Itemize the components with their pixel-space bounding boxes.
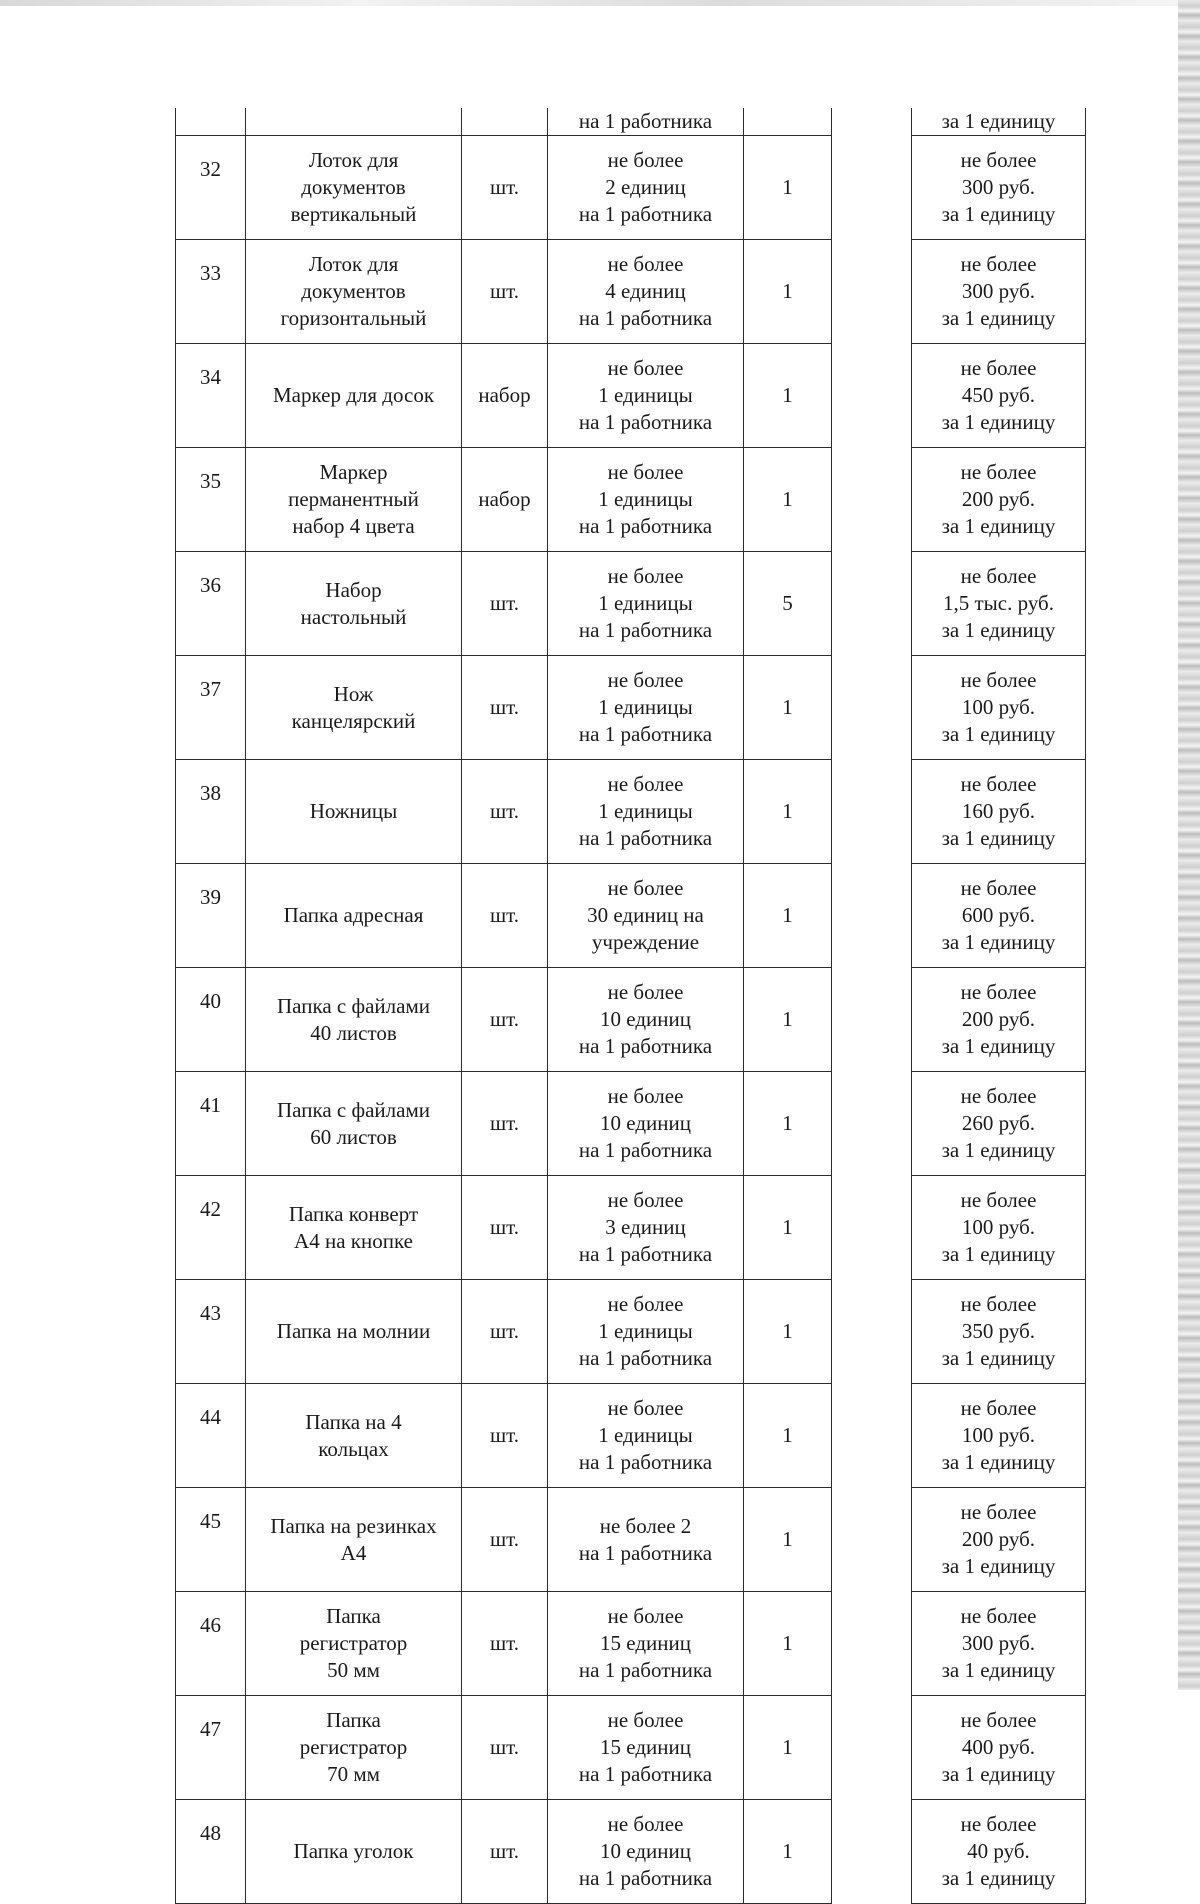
cell-price [912, 240, 1086, 344]
cell-term [744, 108, 832, 136]
scan-top-edge [0, 0, 1200, 6]
price-line: за 1 единицу [941, 306, 1056, 330]
cell-gap [832, 240, 912, 344]
name-line: горизонтальный [280, 306, 427, 330]
cell-name [246, 1280, 462, 1384]
cell-norm [548, 136, 744, 240]
cell-price [912, 1696, 1086, 1800]
cell-name [246, 344, 462, 448]
name-line: Лоток для [308, 148, 399, 172]
name-line: Папка с файлами [277, 1097, 430, 1122]
norm-line: 1 единицы [598, 591, 693, 615]
price-line: за 1 единицу [941, 618, 1056, 642]
price-line: не более [960, 564, 1037, 588]
cell-term: 1 [744, 240, 832, 344]
norm-line: не более [607, 668, 684, 692]
cell-price [912, 1592, 1086, 1696]
norm-line: на 1 работника [578, 1540, 713, 1565]
table-row [176, 760, 1086, 864]
cell-name [246, 864, 462, 968]
cell-norm [548, 1488, 744, 1592]
price-line: за 1 единицу [941, 930, 1056, 954]
price-line: за 1 единицу [941, 826, 1056, 850]
cell-norm [548, 108, 744, 136]
norm-line: не более [607, 564, 684, 588]
name-line: документов [301, 175, 406, 199]
cell-gap [832, 1384, 912, 1488]
cell-gap [832, 108, 912, 136]
name-line: 40 листов [310, 1020, 397, 1045]
name-line: 50 мм [327, 1658, 380, 1682]
norm-line: 30 единиц на [587, 903, 704, 927]
norm-line: на 1 работника [578, 1242, 713, 1266]
cell-unit: шт. [462, 1384, 548, 1488]
price-line: не более [960, 1604, 1037, 1628]
norm-line: на 1 работника [578, 1034, 713, 1058]
norm-line: 1 единицы [598, 487, 693, 511]
cell-norm [548, 1592, 744, 1696]
cell-gap [832, 344, 912, 448]
cell-gap [832, 1072, 912, 1176]
norm-line: не более [607, 980, 684, 1004]
name-line: настольный [300, 604, 407, 629]
cell-term: 5 [744, 552, 832, 656]
cell-unit: шт. [462, 240, 548, 344]
cell-norm [548, 656, 744, 760]
name-line: Папка конверт [288, 1201, 419, 1226]
price-line: 200 руб. [961, 487, 1036, 511]
name-line: 60 листов [310, 1124, 397, 1149]
cell-num: 47 [176, 1696, 246, 1800]
cell-norm [548, 552, 744, 656]
price-line: за 1 единицу [941, 1034, 1056, 1058]
norm-line: не более [607, 1708, 684, 1732]
cell-norm [548, 1280, 744, 1384]
norm-line: 10 единиц [600, 1111, 691, 1135]
cell-gap [832, 760, 912, 864]
cell-unit: шт. [462, 1072, 548, 1176]
cell-name [246, 448, 462, 552]
cell-term: 1 [744, 1384, 832, 1488]
cell-norm [548, 864, 744, 968]
cell-name [246, 1696, 462, 1800]
price-line: 400 руб. [961, 1735, 1036, 1759]
price-line: 300 руб. [961, 279, 1036, 303]
price-line: за 1 единицу [941, 1866, 1056, 1890]
cell-unit: шт. [462, 1488, 548, 1592]
name-line: Папка [326, 1604, 381, 1628]
norm-line: на 1 работника [578, 1762, 713, 1786]
price-line: 100 руб. [961, 695, 1036, 719]
price-line: за 1 единицу [941, 722, 1056, 746]
cell-price [912, 448, 1086, 552]
cell-unit: набор [462, 448, 548, 552]
price-line: за 1 единицу [941, 1658, 1056, 1682]
cell-num: 40 [176, 968, 246, 1072]
table-row [176, 1280, 1086, 1384]
cell-num: 37 [176, 656, 246, 760]
price-line: за 1 единицу [941, 1346, 1056, 1370]
cell-num: 42 [176, 1176, 246, 1280]
price-line: за 1 единицу [941, 1762, 1056, 1786]
cell-num: 34 [176, 344, 246, 448]
cell-gap [832, 1176, 912, 1280]
cell-name [246, 552, 462, 656]
price-line: не более [960, 460, 1037, 484]
cell-gap [832, 656, 912, 760]
table-row [176, 240, 1086, 344]
norm-line: на 1 работника [578, 1346, 713, 1370]
name-line: канцелярский [291, 708, 416, 733]
name-line: документов [301, 279, 406, 303]
cell-num: 43 [176, 1280, 246, 1384]
supplies-norms-table [175, 108, 1086, 1904]
cell-term: 1 [744, 448, 832, 552]
cell-name [246, 760, 462, 864]
price-line: 300 руб. [961, 1631, 1036, 1655]
cell-num: 46 [176, 1592, 246, 1696]
cell-unit: шт. [462, 1176, 548, 1280]
cell-norm [548, 760, 744, 864]
cell-unit: шт. [462, 760, 548, 864]
cell-name [246, 1176, 462, 1280]
price-line: не более [960, 252, 1037, 276]
cell-term: 1 [744, 1072, 832, 1176]
cell-name [246, 240, 462, 344]
cell-num: 39 [176, 864, 246, 968]
cell-norm [548, 344, 744, 448]
cell-norm [548, 1072, 744, 1176]
price-line: за 1 единицу [941, 1450, 1056, 1474]
price-line: 260 руб. [961, 1111, 1036, 1135]
price-line: не более [960, 1188, 1037, 1212]
cell-price [912, 1280, 1086, 1384]
norm-line: на 1 работника [578, 109, 713, 133]
cell-price [912, 344, 1086, 448]
table-row [176, 1488, 1086, 1592]
name-line: набор 4 цвета [292, 514, 415, 538]
cell-name [246, 656, 462, 760]
cell-norm [548, 1696, 744, 1800]
norm-line: на 1 работника [578, 618, 713, 642]
norm-line: на 1 работника [578, 1138, 713, 1162]
table-row [176, 1592, 1086, 1696]
norm-line: на 1 работника [578, 514, 713, 538]
norm-line: 1 единицы [598, 1319, 693, 1343]
cell-num [176, 108, 246, 136]
norm-line: на 1 работника [578, 1658, 713, 1682]
cell-unit: шт. [462, 656, 548, 760]
cell-name [246, 1800, 462, 1904]
price-line: за 1 единицу [941, 1554, 1056, 1578]
norm-line: на 1 работника [578, 826, 713, 850]
norm-line: не более [607, 356, 684, 380]
table-row [176, 136, 1086, 240]
cell-term: 1 [744, 968, 832, 1072]
name-line: Папка с файлами [277, 993, 430, 1018]
price-line: не более [960, 1396, 1037, 1420]
table-row [176, 1696, 1086, 1800]
cell-term: 1 [744, 1280, 832, 1384]
price-line: 100 руб. [961, 1423, 1036, 1447]
cell-num: 33 [176, 240, 246, 344]
norm-line: не более [607, 1812, 684, 1836]
cell-price [912, 968, 1086, 1072]
cell-term: 1 [744, 864, 832, 968]
cell-gap [832, 1592, 912, 1696]
price-line: за 1 единицу [941, 410, 1056, 434]
norm-line: 3 единиц [605, 1215, 686, 1239]
price-line: не более [960, 876, 1037, 900]
price-line: за 1 единицу [941, 514, 1056, 538]
cell-price [912, 760, 1086, 864]
name-line: Нож [333, 681, 374, 706]
price-line: 200 руб. [961, 1527, 1036, 1551]
norm-line: на 1 работника [578, 410, 713, 434]
table-row [176, 448, 1086, 552]
price-line: за 1 единицу [941, 202, 1056, 226]
price-line: не более [960, 356, 1037, 380]
norm-line: на 1 работника [578, 1450, 713, 1474]
norm-line: не более [607, 772, 684, 796]
cell-num: 48 [176, 1800, 246, 1904]
cell-name [246, 1384, 462, 1488]
name-line: вертикальный [290, 202, 417, 226]
table-row [176, 552, 1086, 656]
cell-norm [548, 1800, 744, 1904]
norm-line: учреждение [591, 930, 700, 954]
price-line: не более [960, 1708, 1037, 1732]
cell-term: 1 [744, 136, 832, 240]
cell-num: 41 [176, 1072, 246, 1176]
price-line: 160 руб. [961, 799, 1036, 823]
cell-name [246, 136, 462, 240]
cell-term: 1 [744, 1696, 832, 1800]
cell-price [912, 1384, 1086, 1488]
cell-price [912, 1072, 1086, 1176]
norm-line: не более [607, 1604, 684, 1628]
cell-price [912, 1800, 1086, 1904]
price-line: 450 руб. [961, 383, 1036, 407]
cell-gap [832, 1800, 912, 1904]
cell-gap [832, 1488, 912, 1592]
cell-unit: шт. [462, 1696, 548, 1800]
name-line: регистратор [299, 1735, 408, 1759]
cell-gap [832, 552, 912, 656]
cell-unit: шт. [462, 1280, 548, 1384]
name-line: Ножницы [309, 799, 398, 823]
cell-name [246, 1592, 462, 1696]
name-line: А4 [340, 1540, 367, 1565]
cell-norm [548, 1176, 744, 1280]
price-line: 200 руб. [961, 1007, 1036, 1031]
cell-gap [832, 1696, 912, 1800]
price-line: за 1 единицу [941, 1242, 1056, 1266]
cell-name [246, 1488, 462, 1592]
cell-name [246, 968, 462, 1072]
norm-line: 10 единиц [600, 1007, 691, 1031]
cell-norm [548, 968, 744, 1072]
cell-price [912, 864, 1086, 968]
cell-unit [462, 108, 548, 136]
norm-line: на 1 работника [578, 306, 713, 330]
cell-unit: шт. [462, 552, 548, 656]
norm-line: 1 единицы [598, 383, 693, 407]
price-line: 600 руб. [961, 903, 1036, 927]
norm-line: 15 единиц [600, 1631, 691, 1655]
cell-term: 1 [744, 1800, 832, 1904]
price-line: 300 руб. [961, 175, 1036, 199]
cell-name [246, 108, 462, 136]
name-line: Папка [326, 1708, 381, 1732]
price-line: не более [960, 668, 1037, 692]
cell-unit: шт. [462, 136, 548, 240]
cell-unit: набор [462, 344, 548, 448]
name-line: А4 на кнопке [294, 1228, 413, 1253]
table-row [176, 1800, 1086, 1904]
name-line: Набор [325, 577, 382, 602]
norm-line: не более [607, 1396, 684, 1420]
norm-line: 1 единицы [598, 695, 693, 719]
cell-num: 36 [176, 552, 246, 656]
price-line: 350 руб. [961, 1319, 1036, 1343]
name-line: Папка на молнии [276, 1319, 431, 1343]
norm-line: 15 единиц [600, 1735, 691, 1759]
cell-num: 32 [176, 136, 246, 240]
cell-gap [832, 968, 912, 1072]
norm-line: не более 2 [599, 1513, 692, 1538]
cell-unit: шт. [462, 1592, 548, 1696]
cell-name [246, 1072, 462, 1176]
name-line: перманентный [288, 487, 419, 511]
table-row [176, 344, 1086, 448]
name-line: Папка уголок [293, 1839, 414, 1863]
cell-unit: шт. [462, 968, 548, 1072]
norm-line: не более [607, 252, 684, 276]
norm-line: 2 единиц [605, 175, 686, 199]
table-row-continuation [176, 108, 1086, 136]
cell-price [912, 136, 1086, 240]
cell-gap [832, 448, 912, 552]
norm-line: на 1 работника [578, 722, 713, 746]
norm-line: на 1 работника [578, 1866, 713, 1890]
norm-line: не более [607, 1188, 684, 1212]
cell-gap [832, 864, 912, 968]
price-line: 100 руб. [961, 1215, 1036, 1239]
norm-line: не более [607, 1084, 684, 1108]
norm-line: не более [607, 1292, 684, 1316]
cell-price [912, 656, 1086, 760]
table-row [176, 864, 1086, 968]
norm-line: на 1 работника [578, 202, 713, 226]
cell-price [912, 1488, 1086, 1592]
norm-line: не более [607, 148, 684, 172]
cell-norm [548, 240, 744, 344]
price-line: не более [960, 1812, 1037, 1836]
price-line: не более [960, 1292, 1037, 1316]
name-line: 70 мм [327, 1762, 380, 1786]
table-row [176, 1384, 1086, 1488]
cell-term: 1 [744, 656, 832, 760]
price-line: не более [960, 1500, 1037, 1524]
name-line: Маркер [319, 460, 388, 484]
cell-unit: шт. [462, 864, 548, 968]
price-line: за 1 единицу [941, 109, 1056, 133]
name-line: регистратор [299, 1631, 408, 1655]
cell-term: 1 [744, 1592, 832, 1696]
cell-num: 38 [176, 760, 246, 864]
price-line: не более [960, 980, 1037, 1004]
table-row [176, 1072, 1086, 1176]
name-line: кольцах [318, 1436, 389, 1461]
name-line: Папка на 4 [305, 1409, 402, 1434]
norm-line: 10 единиц [600, 1839, 691, 1863]
table-row [176, 656, 1086, 760]
scan-right-edge [1178, 0, 1200, 1690]
cell-price [912, 552, 1086, 656]
cell-num: 45 [176, 1488, 246, 1592]
cell-norm [548, 448, 744, 552]
norm-line: 1 единицы [598, 799, 693, 823]
name-line: Маркер для досок [272, 383, 435, 407]
price-line: не более [960, 148, 1037, 172]
name-line: Лоток для [308, 252, 399, 276]
cell-gap [832, 1280, 912, 1384]
name-line: Папка на резинках [270, 1513, 437, 1538]
cell-unit: шт. [462, 1800, 548, 1904]
price-line: не более [960, 772, 1037, 796]
table-row [176, 1176, 1086, 1280]
cell-price [912, 108, 1086, 136]
name-line: Папка адресная [283, 903, 424, 927]
cell-norm [548, 1384, 744, 1488]
norm-line: 1 единицы [598, 1423, 693, 1447]
cell-num: 35 [176, 448, 246, 552]
cell-term: 1 [744, 344, 832, 448]
cell-price [912, 1176, 1086, 1280]
table-row [176, 968, 1086, 1072]
cell-term: 1 [744, 1176, 832, 1280]
price-line: не более [960, 1084, 1037, 1108]
norm-line: не более [607, 876, 684, 900]
cell-term: 1 [744, 760, 832, 864]
cell-gap [832, 136, 912, 240]
price-line: за 1 единицу [941, 1138, 1056, 1162]
price-line: 1,5 тыс. руб. [943, 591, 1054, 615]
price-line: 40 руб. [967, 1839, 1030, 1863]
norm-line: не более [607, 460, 684, 484]
cell-term: 1 [744, 1488, 832, 1592]
norm-line: 4 единиц [605, 279, 686, 303]
cell-num: 44 [176, 1384, 246, 1488]
